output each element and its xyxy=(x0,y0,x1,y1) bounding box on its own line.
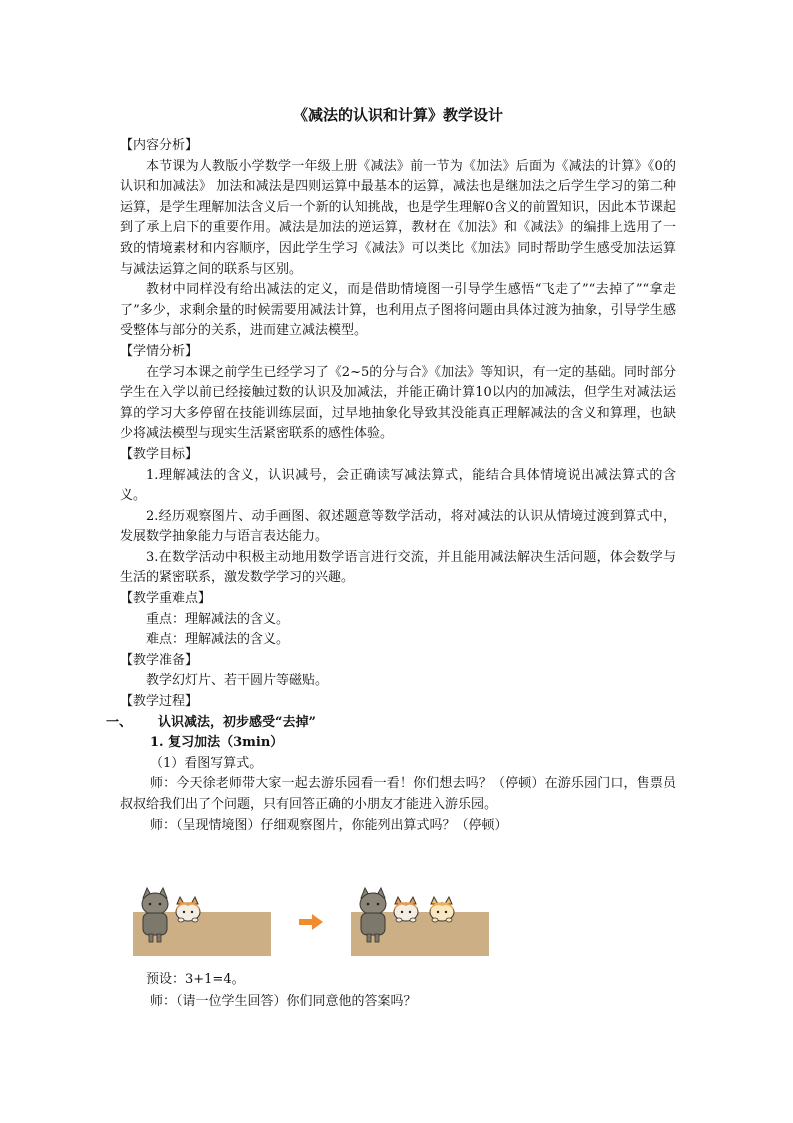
teacher-line: 师：（请一位学生回答）你们同意他的答案吗？ xyxy=(150,994,417,1009)
arrow-right-icon xyxy=(299,914,323,930)
goal-item: 1.理解减法的含义，认识减号，会正确读写减法算式，能结合具体情境说出减法算式的含义。 xyxy=(120,467,676,504)
process-part1-title: 认识减法，初步感受“去掉” xyxy=(158,714,316,730)
grey-cat-icon xyxy=(360,888,386,942)
student-analysis-heading: 【学情分析】 xyxy=(120,343,199,359)
preparation-heading: 【教学准备】 xyxy=(120,652,199,668)
preset-answer: 预设：3+1=4。 xyxy=(146,972,245,987)
content-analysis-heading: 【内容分析】 xyxy=(120,138,199,153)
process-step1: 1. 复习加法（3min） xyxy=(150,735,284,751)
goals-heading: 【教学目标】 xyxy=(120,446,199,462)
yellow-cat-icon xyxy=(430,897,454,922)
goal-item: 3.在数学活动中积极主动地用数学语言进行交流，并且能用减法解决生活问题，体会数学与生活的紧密联系，激发数学学习的兴趣。 xyxy=(120,549,676,586)
orange-cat-icon xyxy=(176,897,200,922)
key-point-difficulty: 难点：理解减法的含义。 xyxy=(146,632,290,648)
after-figure-text xyxy=(120,969,676,1013)
preparation-text: 教学幻灯片、若干圆片等磁贴。 xyxy=(146,673,329,689)
student-analysis-paragraph: 在学习本课之前学生已经学习了《2~5的分与合》《加法》等知识，有一定的基础。同时部分学生在入学以前已经接触过数的认识及加减法，并能正确计算10以内的加减法，但学生对减法运算的学习大多停留在技能训练层面，过早地抽象化导致其没能真正理解减法的含义和算理，也缺少将减法模型与现实生活紧密联系的感性体验。 xyxy=(120,364,676,442)
orange-cat-icon xyxy=(394,897,418,922)
document-title: 《减法的认识和计算》教学设计 xyxy=(292,106,503,124)
process-part1-number: 一、 xyxy=(106,714,133,730)
document-body xyxy=(106,104,676,836)
process-step1-sub: （1）看图写算式。 xyxy=(150,755,263,771)
process-part1 xyxy=(106,713,676,734)
scene-before xyxy=(133,886,271,956)
process-heading: 【教学过程】 xyxy=(120,694,199,710)
teacher-line: 师：今天徐老师带大家一起去游乐园看一看！你们想去吗？（停顿）在游乐园门口，售票员叔叔给我们出了个问题，只有回答正确的小朋友才能进入游乐园。 xyxy=(120,776,676,812)
goal-item: 2.经历观察图片、动手画图、叙述题意等数学活动，将对减法的认识从情境过渡到算式中，发展数学抽象能力与语言表达能力。 xyxy=(120,508,676,545)
cats-before-illustration xyxy=(133,886,271,956)
content-analysis-paragraph: 教材中同样没有给出减法的定义，而是借助情境图一引导学生感悟“飞走了”“去掉了”“拿走了”多少，求剩余量的时候需要用减法计算，也利用点子图将问题由具体过渡为抽象，引导学生感受整体与部分的关系，进而建立减法模型。 xyxy=(120,282,676,339)
scene-after xyxy=(351,886,489,956)
grey-cat-icon xyxy=(142,888,168,942)
key-point-focus: 重点：理解减法的含义。 xyxy=(146,611,290,627)
key-points-heading: 【教学重难点】 xyxy=(120,591,212,607)
content-analysis-paragraph: 本节课为人教版小学数学一年级上册《减法》前一节为《加法》后面为《减法的计算》《0的认识和加减法》 加法和减法是四则运算中最基本的运算，减法也是继加法之后学生学习的第二种运算，是学生理解加法含义后一个新的认知挑战，也是学生理解0含义的前置知识，因此本节课起到了承上启下的重要作用。减法是加法的逆运算，教材在《加法》和《减法》的编排上选用了一致的情境素材和内容顺序，因此学生学习《减法》可以类比《加法》同时帮助学生感受加法运算与减法运算之间的联系与区别。 xyxy=(120,158,676,277)
cats-after-illustration xyxy=(351,886,489,956)
situation-figure xyxy=(133,886,493,956)
teacher-line: 师：（呈现情境图）仔细观察图片，你能列出算式吗？（停顿） xyxy=(150,817,508,833)
